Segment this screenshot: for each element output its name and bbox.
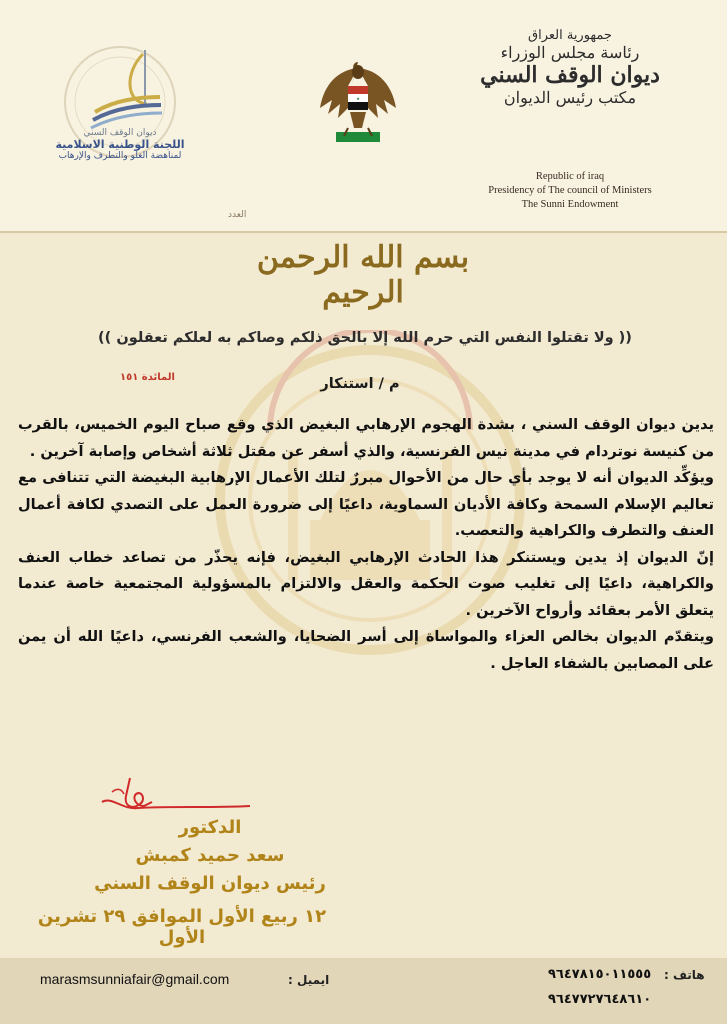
body-paragraph-1: يدين ديوان الوقف السني ، بشدة الهجوم الإرهابي البغيض الذي وقع صباح اليوم الخميس، بالقرب من كنيسة نوتردام في مدينة نيس الفرنسية، والذي أسفر عن مقتل ثلاثة أشخاص وإصابة آخرين . <box>18 416 714 460</box>
body-paragraph-2: ويؤكِّد الديوان أنه لا يوجد بأي حال من الأحوال مبررٌ لتلك الأعمال الإرهابية البغيضة التي تتنافى مع تعاليم الإسلام السمحة وكافة الأديان السماوية، داعيًا إلى ضرورة العمل على التصدي لكافة أعمال العنف والتطرف والكراهية والتعصب. <box>18 469 714 539</box>
quran-verse: (( ولا تقتلوا النفس التي حرم الله إلا بالحق ذلكم وصاكم به لعلكم تعقلون )) <box>98 330 632 346</box>
svg-text:★: ★ <box>356 96 360 101</box>
signatory-name: سعد حميد كمبش <box>135 845 285 866</box>
committee-name <box>55 128 185 161</box>
committee-line-3: لمناهضة الغلو والتطرف والإرهاب <box>58 151 182 161</box>
basmala-calligraphy: بسم الله الرحمن الرحيم <box>256 240 470 310</box>
signatory-position: رئيس ديوان الوقف السني <box>94 873 326 894</box>
arabic-header-line-2: رئاسة مجلس الوزراء <box>500 43 640 62</box>
english-letterhead <box>470 170 670 212</box>
reference-number-label: العدد <box>228 210 247 220</box>
phone-number-2[interactable]: ٩٦٤٧٧٢٧٦٤٨٦١٠ <box>548 992 652 1007</box>
arabic-header-line-1: جمهورية العراق <box>528 28 612 43</box>
english-header-line-1: Republic of iraq <box>535 171 605 182</box>
letter-subject: م / استنكار <box>320 376 400 392</box>
letter-date: ١٢ ربيع الأول الموافق ٢٩ تشرين الأول <box>37 906 327 948</box>
email-label: ايميل : <box>288 973 330 987</box>
letter-body <box>18 412 714 677</box>
committee-logo-icon <box>55 42 185 192</box>
arabic-header-line-3: ديوان الوقف السني <box>480 62 660 88</box>
signatory-block <box>70 814 350 898</box>
body-paragraph-4: ويتقدّم الديوان بخالص العزاء والمواساة إلى أسر الضحايا، والشعب الفرنسي، داعيًا الله أن يمن على المصابين بالشفاء العاجل . <box>18 628 714 672</box>
letterhead-divider <box>0 231 727 233</box>
arabic-letterhead <box>480 28 660 107</box>
arabic-header-line-4: مكتب رئيس الديوان <box>503 88 637 107</box>
committee-line-1: ديوان الوقف السني <box>83 128 157 138</box>
body-paragraph-3: إنّ الديوان إذ يدين ويستنكر هذا الحادث الإرهابي البغيض، فإنه يحذّر من تصاعد خطاب العنف والكراهية، داعيًا إلى تغليب صوت الحكمة والعقل والالتزام بالمسؤولية المجتمعية خاصة عندما يتعلق الأمر بعقائد وأرواح الآخرين . <box>18 548 714 619</box>
verse-reference: المائدة ١٥١ <box>120 372 175 383</box>
committee-line-2: اللجنة الوطنية الاسلامية <box>55 138 185 151</box>
phone-number-1[interactable]: ٩٦٤٧٨١٥٠١١٥٥٥ <box>548 967 652 982</box>
email-address[interactable]: marasmsunniafair@gmail.com <box>40 971 230 987</box>
phone-label: هاتف : <box>664 968 705 982</box>
english-header-line-2: Presidency of The council of Ministers <box>488 185 652 196</box>
english-header-line-3: The Sunni Endowment <box>521 199 619 210</box>
signatory-title: الدكتور <box>178 817 242 838</box>
iraq-eagle-emblem-icon <box>318 56 398 156</box>
